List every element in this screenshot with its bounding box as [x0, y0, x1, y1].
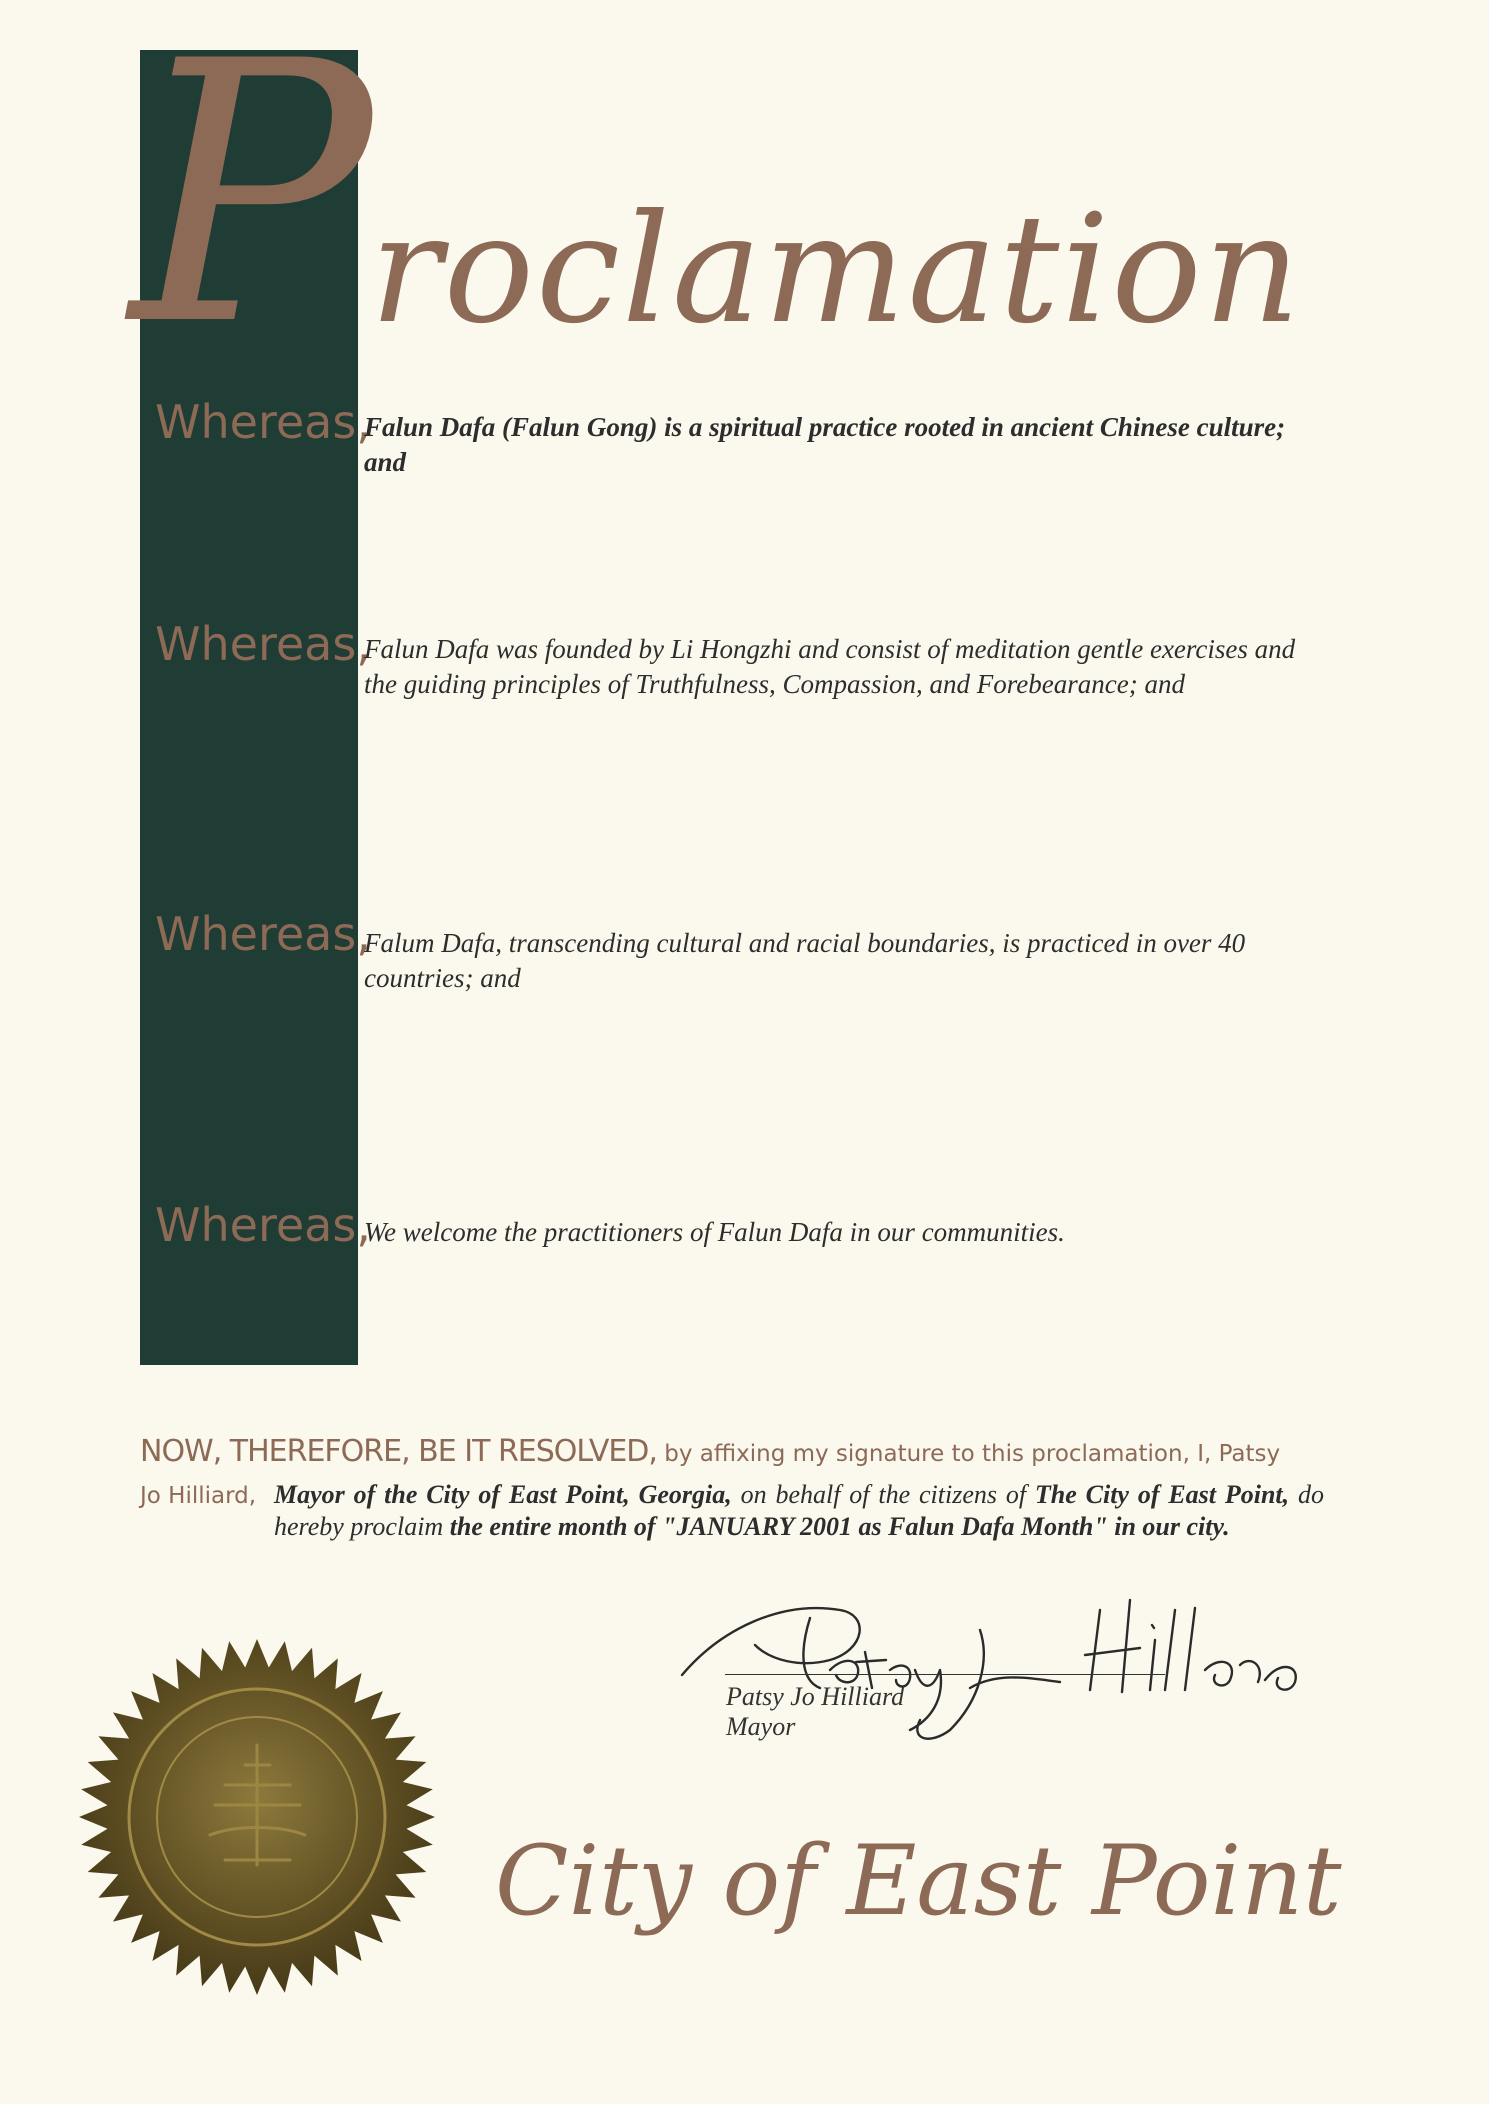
whereas-label-1: Whereas,	[155, 395, 371, 449]
whereas-text-4: We welcome the practitioners of Falun Dafa in our communities.	[364, 1217, 1065, 1247]
title-rest: roclamation	[370, 183, 1303, 357]
resolved-intro: by affixing my signature to this proclamation, I, Patsy	[656, 1441, 1281, 1467]
whereas-text-3: Falum Dafa, transcending cultural and racial boundaries, is practiced in over 40 countries; and	[364, 928, 1246, 993]
resolved-line-1	[140, 1435, 1280, 1471]
on-behalf-text: on behalf of the citizens of	[731, 1480, 1035, 1509]
resolved-prefix: Jo Hilliard,	[140, 1483, 257, 1509]
signature-title: Mayor	[726, 1712, 796, 1741]
signature-name: Patsy Jo Hilliard	[726, 1682, 905, 1711]
proclamation-title	[60, 0, 1360, 404]
city-of-east-point-footer: City of East Point	[495, 1825, 1342, 1937]
title-initial: P	[130, 0, 373, 404]
city-name-text: The City of East Point,	[1034, 1480, 1290, 1509]
whereas-text-1: Falun Dafa (Falun Gong) is a spiritual practice rooted in ancient Chinese culture; and	[364, 412, 1286, 477]
whereas-label-3: Whereas,	[155, 907, 371, 961]
resolved-body	[274, 1479, 1324, 1543]
do-hereby-text: do hereby proclaim	[274, 1480, 1325, 1541]
entire-month-text: the entire month of "JANUARY 2001 as Falun Dafa Month" in our city.	[449, 1512, 1230, 1541]
gold-seal-icon	[75, 1635, 440, 2000]
resolved-caps: NOW, THEREFORE, BE IT RESOLVED,	[140, 1434, 657, 1469]
whereas-label-4: Whereas,	[155, 1198, 371, 1252]
whereas-label-2: Whereas,	[155, 617, 371, 671]
signature-line	[725, 1674, 1165, 1675]
mayor-of-text: Mayor of the City of East Point, Georgia,	[274, 1480, 732, 1509]
whereas-text-2: Falun Dafa was founded by Li Hongzhi and consist of meditation gentle exercises and the guiding principles of Truthfulness, Compassion, and Forebearance; and	[364, 634, 1296, 699]
